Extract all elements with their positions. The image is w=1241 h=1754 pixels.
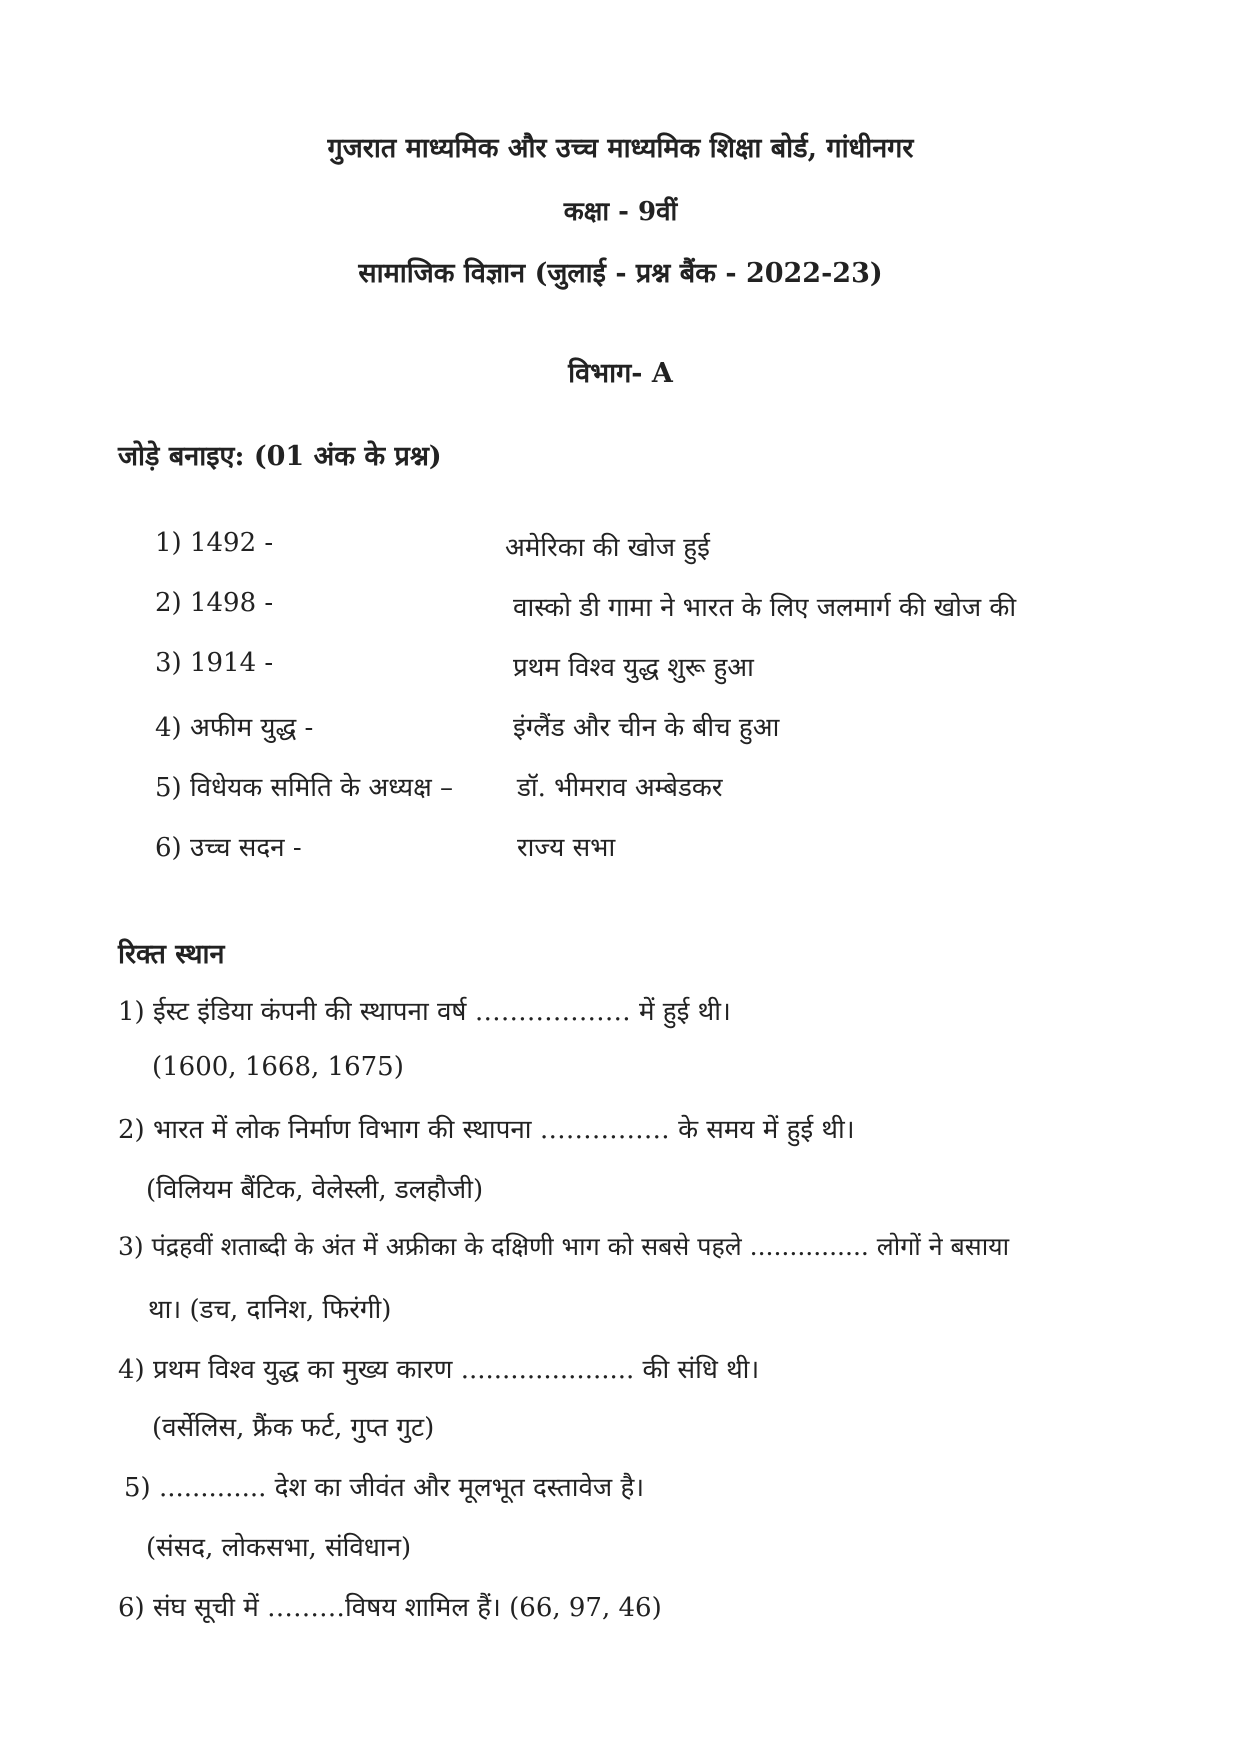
subject-title: सामाजिक विज्ञान (जुलाई - प्रश्न बैंक - 2022-23) xyxy=(358,258,883,289)
match-row xyxy=(155,828,1105,868)
match-left: 4) अफीम युद्ध - xyxy=(155,713,314,743)
question-line: 6) संघ सूची में ………विषय शामिल हैं। (66, 97, 46) xyxy=(118,1593,662,1623)
question-line: 5) ............. देश का जीवंत और मूलभूत दस्तावेज है। xyxy=(124,1473,645,1503)
match-left: 1) 1492 - xyxy=(155,528,274,558)
match-left: 2) 1498 - xyxy=(155,588,274,618)
match-left: 6) उच्च सदन - xyxy=(155,833,302,863)
options-line: (वर्सेलिस, फ्रैंक फर्ट, गुप्त गुट) xyxy=(152,1413,435,1443)
match-heading: जोड़े बनाइए: (01 अंक के प्रश्न) xyxy=(118,441,442,472)
class-title: कक्षा - 9वीं xyxy=(563,197,678,227)
question-line: 4) प्रथम विश्व युद्ध का मुख्य कारण ..................... की संधि थी। xyxy=(118,1355,760,1385)
match-right: अमेरिका की खोज हुई xyxy=(505,533,710,563)
section-title: विभाग- A xyxy=(568,358,673,389)
match-left: 5) विधेयक समिति के अध्यक्ष – xyxy=(155,773,453,803)
match-right: डॉ. भीमराव अम्बेडकर xyxy=(517,773,723,803)
match-right: वास्को डी गामा ने भारत के लिए जलमार्ग की खोज की xyxy=(513,593,1017,623)
question-line: 1) ईस्ट इंडिया कंपनी की स्थापना वर्ष ……………… में हुई थी। xyxy=(118,997,731,1027)
match-row xyxy=(155,708,1105,748)
match-row xyxy=(155,768,1105,808)
match-right: प्रथम विश्व युद्ध शुरू हुआ xyxy=(513,653,754,683)
match-right: इंग्लैंड और चीन के बीच हुआ xyxy=(513,713,780,743)
match-right: राज्य सभा xyxy=(517,833,616,863)
question-line: 2) भारत में लोक निर्माण विभाग की स्थापना …………… के समय में हुई थी। xyxy=(118,1115,855,1145)
options-line: (1600, 1668, 1675) xyxy=(152,1052,404,1082)
blanks-heading: रिक्त स्थान xyxy=(118,939,225,970)
match-row xyxy=(155,648,1105,688)
options-line: (विलियम बैंटिक, वेलेस्ली, डलहौजी) xyxy=(146,1175,484,1205)
question-line: 3) पंद्रहवीं शताब्दी के अंत में अफ्रीका के दक्षिणी भाग को सबसे पहले ............... लोगों ने बसाया xyxy=(118,1232,1010,1261)
match-left: 3) 1914 - xyxy=(155,648,274,678)
match-row xyxy=(155,528,1105,568)
options-line: (संसद, लोकसभा, संविधान) xyxy=(146,1533,412,1563)
match-row xyxy=(155,588,1105,628)
board-title: गुजरात माध्यमिक और उच्च माध्यमिक शिक्षा बोर्ड, गांधीनगर xyxy=(327,133,914,164)
options-line: था। (डच, दानिश, फिरंगी) xyxy=(148,1295,392,1325)
